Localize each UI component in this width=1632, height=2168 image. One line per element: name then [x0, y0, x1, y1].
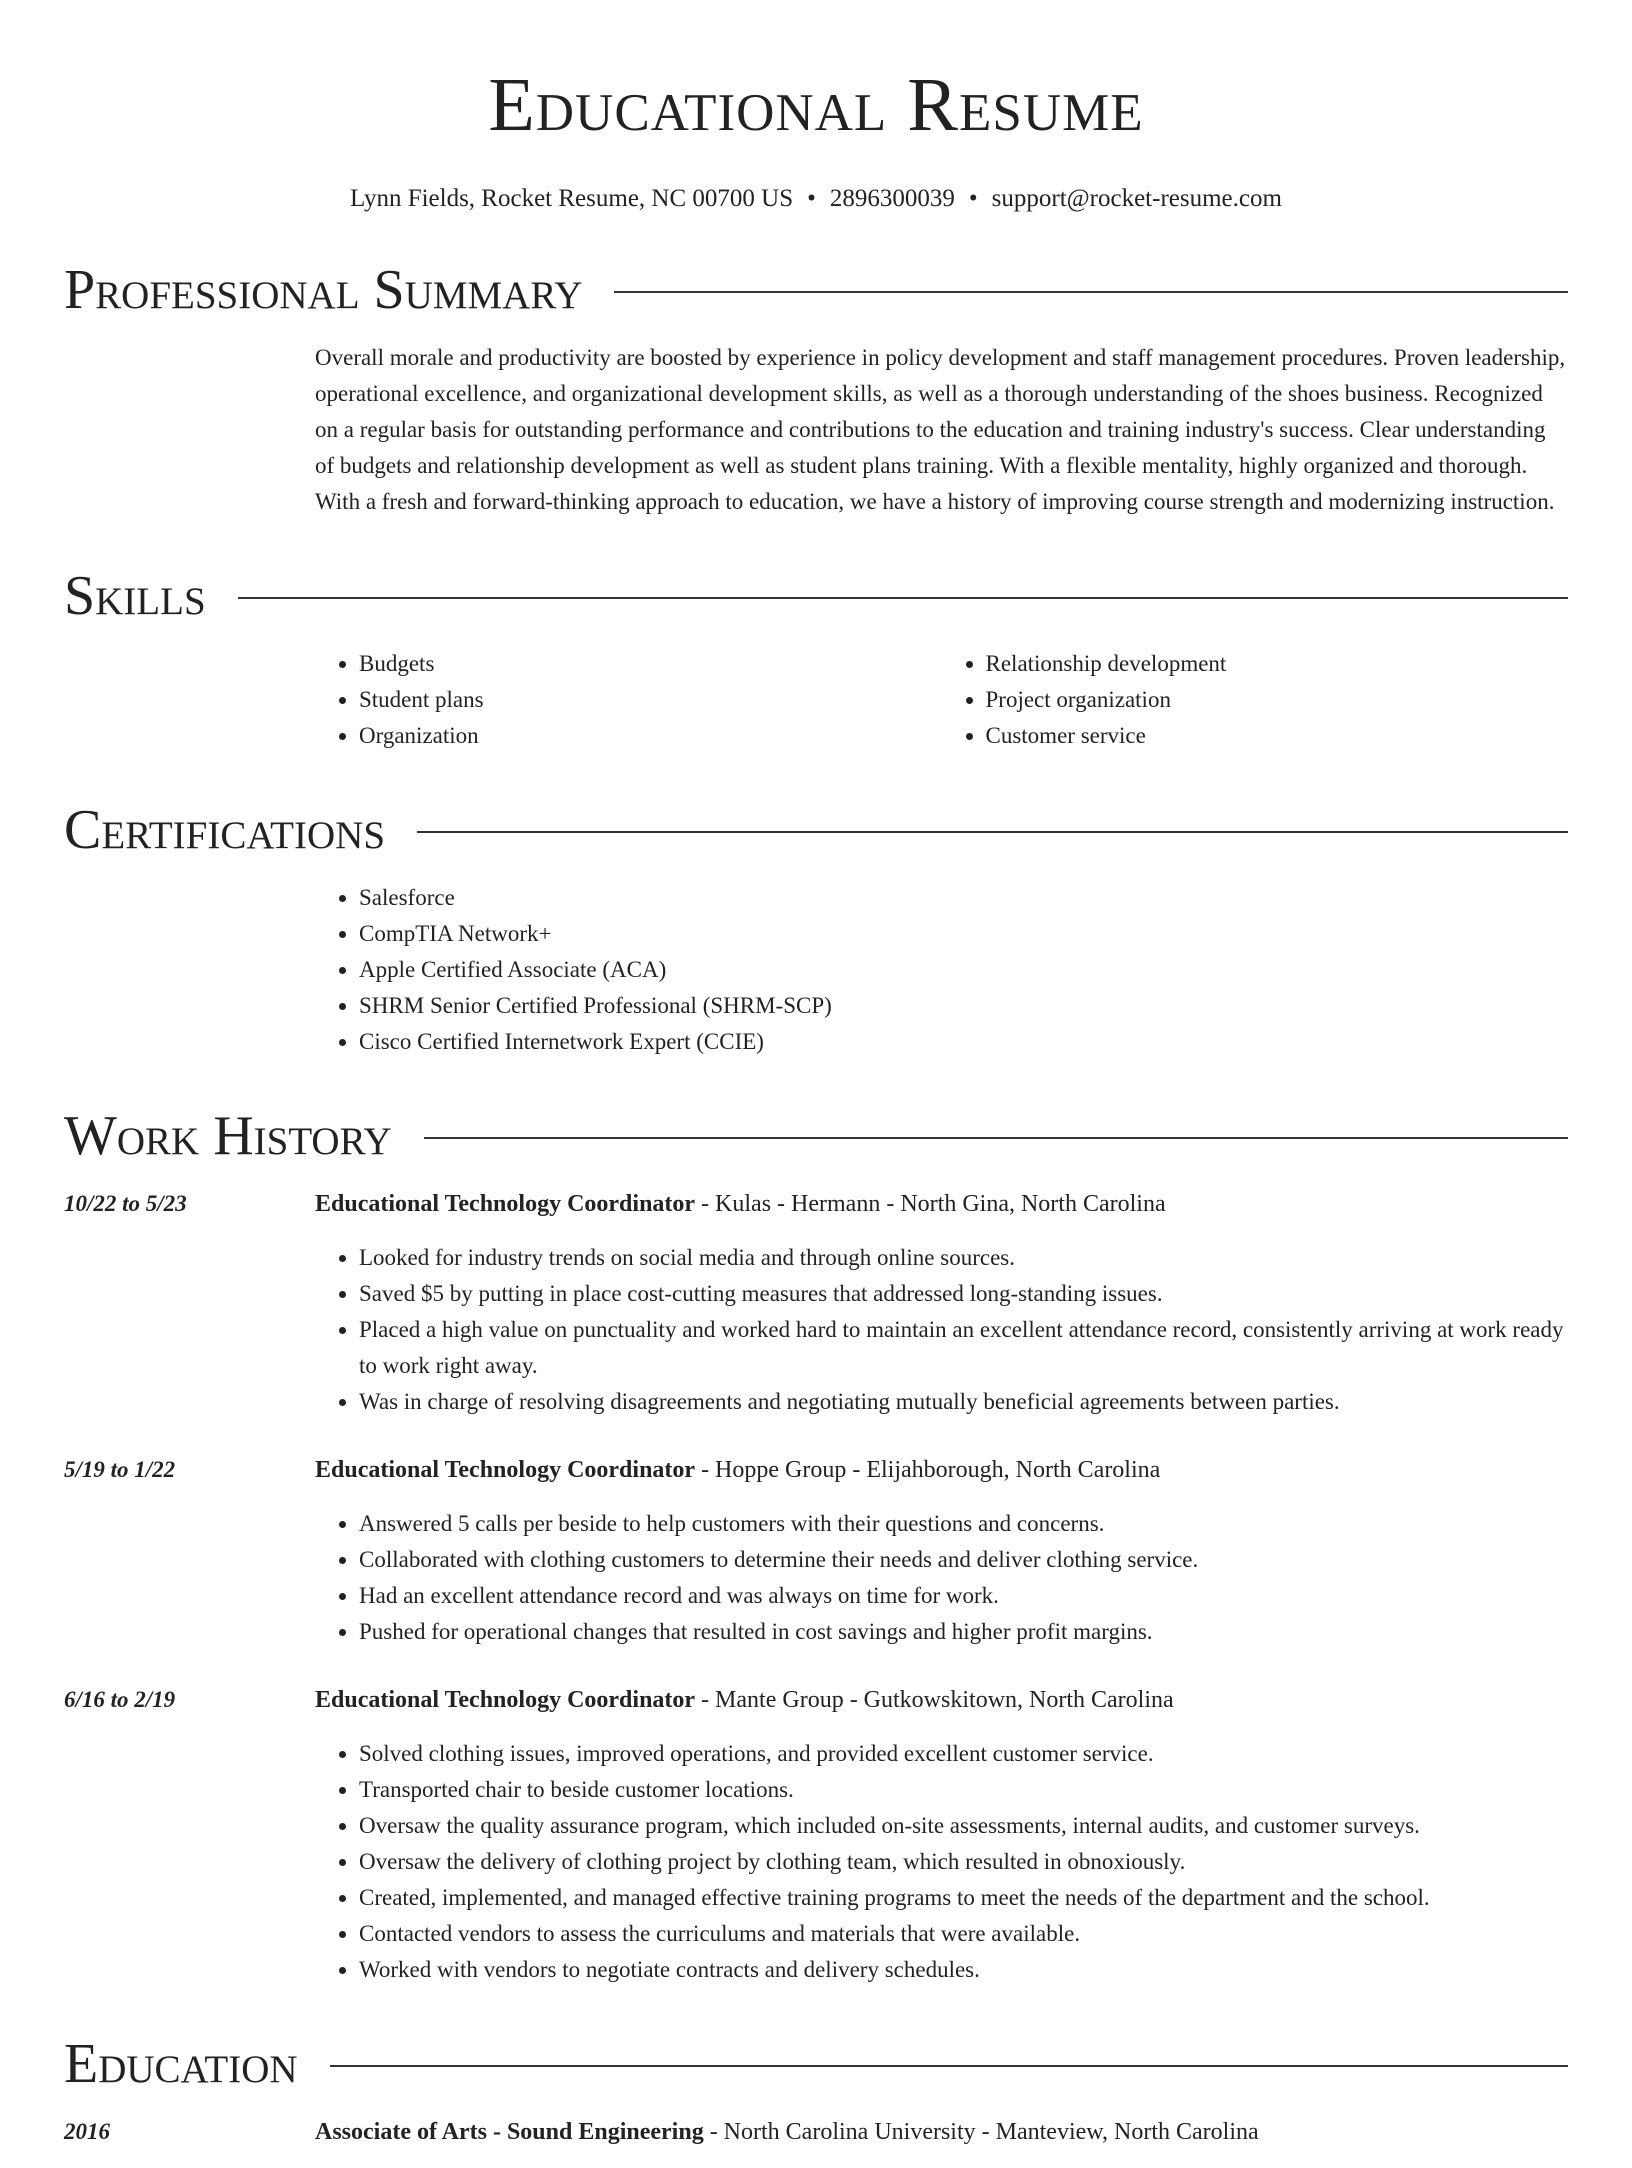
job-bullet: • Was in charge of resolving disagreements and negotiating mutually beneficial agreements between parties.: [359, 1384, 1568, 1420]
job-bullet: • Looked for industry trends on social media and through online sources.: [359, 1240, 1568, 1276]
job-bullet: • Oversaw the quality assurance program, which included on-site assessments, internal audits, and customer surveys.: [359, 1808, 1568, 1844]
job-title-line: [315, 1186, 1568, 1222]
certifications-section-header: [64, 798, 1568, 862]
contact-phone: 2896300039: [829, 185, 955, 212]
certifications-heading: Certifications: [64, 799, 386, 861]
summary-heading: Professional Summary: [64, 259, 583, 321]
education-date: 2016: [64, 2119, 110, 2144]
skills-heading: Skills: [64, 565, 206, 627]
summary-text: Overall morale and productivity are boosted by experience in policy development and staff management procedures. Proven leadership, operational excellence, and organizational development skills, as well as a thorough understanding of the shoes business. Recognized on a regular basis for outstanding performance and contributions to the education and training industry's success. Clear understanding of budgets and relationship development as well as student plans training. With a flexible mentality, highly organized and thorough. With a fresh and forward-thinking approach to education, we have a history of improving course strength and modernizing instruction.: [315, 345, 1566, 514]
education-title-line: [315, 2114, 1568, 2150]
job-body: [315, 1452, 1568, 1650]
degree-title: Associate of Arts - Sound Engineering: [315, 2119, 704, 2145]
education-heading: Education: [64, 2033, 298, 2095]
job-bullet: • Placed a high value on punctuality and worked hard to maintain an excellent attendance record, consistently arriving at work ready to work right away.: [359, 1312, 1568, 1384]
education-body: [315, 2114, 1568, 2168]
skill-item: • Project organization: [986, 682, 1569, 718]
resume-title: Educational Resume: [488, 63, 1144, 147]
job-bullet: • Answered 5 calls per beside to help customers with their questions and concerns.: [359, 1506, 1568, 1542]
skill-item: • Student plans: [359, 682, 942, 718]
contact-separator: •: [968, 185, 978, 212]
job-employer: - Kulas - Hermann - North Gina, North Carolina: [695, 1191, 1166, 1217]
job-entry: [64, 1682, 1568, 1988]
certification-item: • Cisco Certified Internetwork Expert (CCIE): [359, 1024, 1568, 1060]
skill-item: • Organization: [359, 718, 942, 754]
contact-line: [64, 184, 1568, 214]
skill-item: • Customer service: [986, 718, 1569, 754]
job-bullet: • Oversaw the delivery of clothing project by clothing team, which resulted in obnoxiously.: [359, 1844, 1568, 1880]
job-bullet: • Worked with vendors to negotiate contracts and delivery schedules.: [359, 1952, 1568, 1988]
job-title-line: [315, 1682, 1568, 1718]
job-body: [315, 1682, 1568, 1988]
certification-item: • CompTIA Network+: [359, 916, 1568, 952]
job-title: Educational Technology Coordinator: [315, 1687, 696, 1713]
section-divider: [424, 1137, 1568, 1139]
job-dates: 10/22 to 5/23: [64, 1191, 187, 1216]
job-title: Educational Technology Coordinator: [315, 1457, 696, 1483]
contact-email: support@rocket-resume.com: [991, 185, 1282, 212]
certification-item: • Salesforce: [359, 880, 1568, 916]
contact-address: Lynn Fields, Rocket Resume, NC 00700 US: [350, 185, 794, 212]
job-bullet: • Created, implemented, and managed effective training programs to meet the needs of the department and the school.: [359, 1880, 1568, 1916]
job-bullets: [315, 1736, 1568, 1988]
work-section-header: [64, 1104, 1568, 1168]
job-dates: 5/19 to 1/22: [64, 1457, 176, 1482]
job-bullet: • Contacted vendors to assess the curriculums and materials that were available.: [359, 1916, 1568, 1952]
job-bullet: • Had an excellent attendance record and was always on time for work.: [359, 1578, 1568, 1614]
job-bullet: • Pushed for operational changes that resulted in cost savings and higher profit margins.: [359, 1614, 1568, 1650]
job-entry: [64, 1186, 1568, 1420]
section-divider: [330, 2065, 1568, 2067]
certifications-list: [315, 880, 1568, 1060]
job-bullets: [315, 1506, 1568, 1650]
skills-section-header: [64, 564, 1568, 628]
skill-item: • Relationship development: [986, 646, 1569, 682]
skills-column-left: [315, 646, 942, 754]
work-heading: Work History: [64, 1105, 392, 1167]
job-title: Educational Technology Coordinator: [315, 1191, 696, 1217]
skills-list: [315, 646, 1568, 754]
summary-section-header: [64, 258, 1568, 322]
certification-item: • SHRM Senior Certified Professional (SHRM-SCP): [359, 988, 1568, 1024]
job-bullet: • Solved clothing issues, improved operations, and provided excellent customer service.: [359, 1736, 1568, 1772]
contact-separator: •: [807, 185, 816, 212]
job-title-line: [315, 1452, 1568, 1488]
job-bullet: • Collaborated with clothing customers to determine their needs and deliver clothing service.: [359, 1542, 1568, 1578]
certification-item: • Apple Certified Associate (ACA): [359, 952, 1568, 988]
education-entry: [64, 2114, 1568, 2168]
school-details: - North Carolina University - Manteview, North Carolina: [703, 2119, 1259, 2145]
education-section-header: [64, 2032, 1568, 2096]
skill-item: • Budgets: [359, 646, 942, 682]
job-employer: - Mante Group - Gutkowskitown, North Carolina: [695, 1687, 1174, 1713]
job-employer: - Hoppe Group - Elijahborough, North Carolina: [695, 1457, 1161, 1483]
job-entry: [64, 1452, 1568, 1650]
section-divider: [238, 597, 1568, 599]
skills-column-right: [942, 646, 1569, 754]
job-bullets: [315, 1240, 1568, 1420]
section-divider: [614, 291, 1568, 293]
job-bullet: • Saved $5 by putting in place cost-cutting measures that addressed long-standing issues.: [359, 1276, 1568, 1312]
section-divider: [417, 831, 1568, 833]
job-body: [315, 1186, 1568, 1420]
job-dates: 6/16 to 2/19: [64, 1687, 176, 1712]
job-bullet: • Transported chair to beside customer locations.: [359, 1772, 1568, 1808]
